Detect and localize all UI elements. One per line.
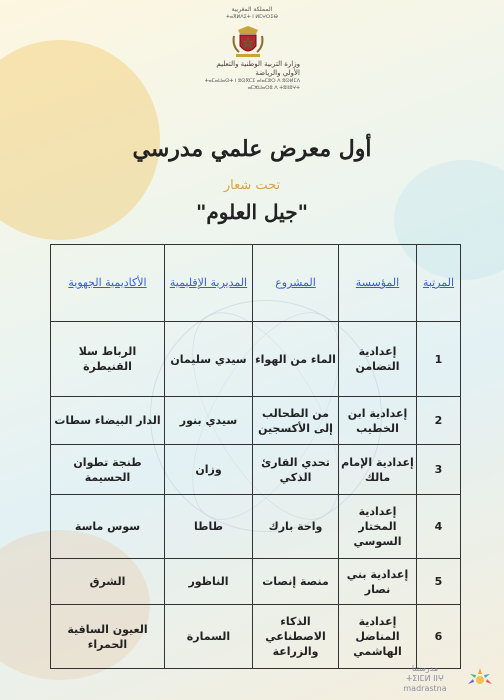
results-table — [50, 244, 461, 669]
madrastna-logo-icon — [412, 658, 500, 696]
school-cell: إعدادية ابن الخطيب — [339, 397, 417, 445]
page-title: أول معرض علمي مدرسي — [132, 136, 372, 162]
directorate-cell: طاطا — [165, 495, 253, 559]
rank-cell: 4 — [417, 495, 461, 559]
ministry-name: وزارة التربية الوطنية والتعليم الأولي والرياضة — [216, 60, 300, 77]
rank-cell: 3 — [417, 445, 461, 495]
kingdom-name-tifinagh: ⵜⴰⴳⵍⴷⵉⵜ ⵏ ⵍⵎⵖⵔⵉⴱ — [226, 14, 278, 20]
school-cell: إعدادية الإمام مالك — [339, 445, 417, 495]
table-row — [51, 559, 461, 605]
school-cell: إعدادية المناضل الهاشمي — [339, 605, 417, 669]
table-row — [51, 445, 461, 495]
table-row — [51, 495, 461, 559]
academy-cell: طنجة تطوان الحسيمة — [51, 445, 165, 495]
academy-cell: الرباط سلا القنيطرة — [51, 322, 165, 397]
brand-arabic: مدرستنا — [411, 664, 439, 673]
academy-cell: سوس ماسة — [51, 495, 165, 559]
academy-cell: الدار البيضاء سطات — [51, 397, 165, 445]
brand-latin: madrastna — [403, 684, 447, 693]
project-cell: واحة بارك — [253, 495, 339, 559]
project-cell: منصة إنصات — [253, 559, 339, 605]
project-cell: تحدي القارئ الذكي — [253, 445, 339, 495]
academy-cell: الشرق — [51, 559, 165, 605]
directorate-cell: سيدي بنور — [165, 397, 253, 445]
header-directorate: المديرية الإقليمية — [165, 245, 253, 322]
table-row — [51, 605, 461, 669]
directorate-cell: وزان — [165, 445, 253, 495]
rank-cell: 1 — [417, 322, 461, 397]
project-cell: من الطحالب إلى الأكسجين — [253, 397, 339, 445]
school-cell: إعدادية بني نصار — [339, 559, 417, 605]
directorate-cell: الناظور — [165, 559, 253, 605]
header-school: المؤسسة — [339, 245, 417, 322]
slogan: "جيل العلوم" — [196, 200, 308, 224]
brand-tifinagh: ⵜⵉⵏⵎⵍ ⵏⵏⵖ — [406, 674, 444, 683]
rank-cell: 5 — [417, 559, 461, 605]
rank-cell: 6 — [417, 605, 461, 669]
table-row — [51, 322, 461, 397]
royal-emblem-icon — [230, 24, 266, 60]
header-rank: المرتبة — [417, 245, 461, 322]
school-cell: إعدادية المختار السوسي — [339, 495, 417, 559]
header-academy: الأكاديمية الجهوية — [51, 245, 165, 322]
project-cell: الذكاء الاصطناعي والزراعة — [253, 605, 339, 669]
slogan-intro: تحت شعار — [223, 178, 281, 193]
kingdom-name: المملكة المغربية — [231, 6, 273, 13]
project-cell: الماء من الهواء — [253, 322, 339, 397]
directorate-cell: سيدي سليمان — [165, 322, 253, 397]
directorate-cell: السمارة — [165, 605, 253, 669]
academy-cell: العيون الساقية الحمراء — [51, 605, 165, 669]
school-cell: إعدادية التضامن — [339, 322, 417, 397]
table-header-row — [51, 245, 461, 322]
header-project: المشروع — [253, 245, 339, 322]
rank-cell: 2 — [417, 397, 461, 445]
ministry-name-tifinagh: ⵜⴰⵎⴰⵡⴰⵙⵜ ⵏ ⵓⵙⴳⵎⵉ ⴰⵏⴰⵎⵓⵔ ⴷ ⵓⵙⵍⵎⴷ ⴰⵎⵣⵡⴰⵔⵓ ⴷ ⵜⵓⵏⵏⵓⵖⵜ — [204, 78, 300, 91]
table-row — [51, 397, 461, 445]
